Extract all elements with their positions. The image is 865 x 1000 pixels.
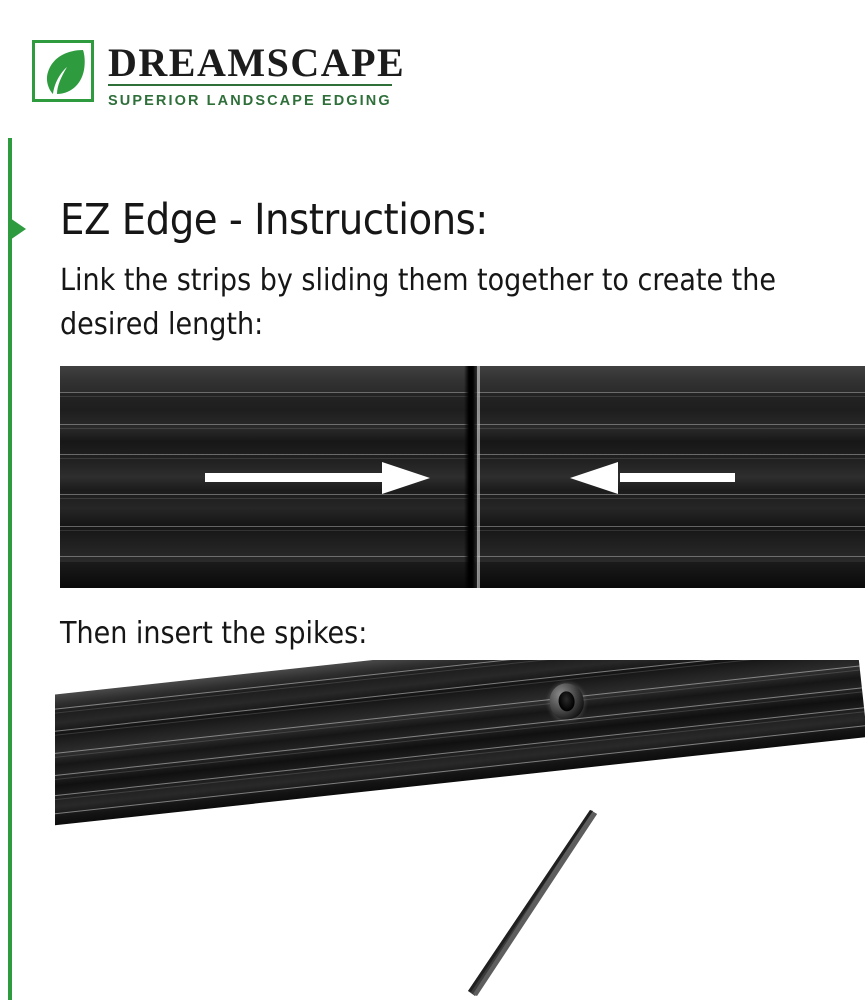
edging-strip-angled [55,660,865,826]
step-1-text: Link the strips by sliding them together to create the desired length: [60,263,776,342]
direction-arrows [60,462,865,492]
arrow-left-icon [620,473,735,482]
step-2-text: Then insert the spikes: [60,616,368,651]
metal-spike [453,808,603,998]
brand-tagline-wrap [108,84,392,109]
green-arrow-icon [10,218,26,240]
logo-text [108,40,405,110]
brand-tagline: SUPERIOR LANDSCAPE EDGING [108,93,392,109]
step-2-block [60,616,820,651]
figure-strip-with-spike [55,660,865,1000]
figure-strips-joining [60,366,865,588]
brand-name: DREAMSCAPE [108,40,406,85]
arrow-right-icon [205,473,385,482]
instructions-content [60,196,850,346]
spike-hole [558,691,576,713]
left-accent-rule [8,138,12,1000]
arrow-left-head-icon [570,462,618,494]
arrow-right-head-icon [382,462,430,494]
angled-strip-wrap [55,660,865,826]
brand-header [32,40,405,110]
page-title: EZ Edge - Instructions: [60,195,488,245]
logo-mark [32,40,94,102]
